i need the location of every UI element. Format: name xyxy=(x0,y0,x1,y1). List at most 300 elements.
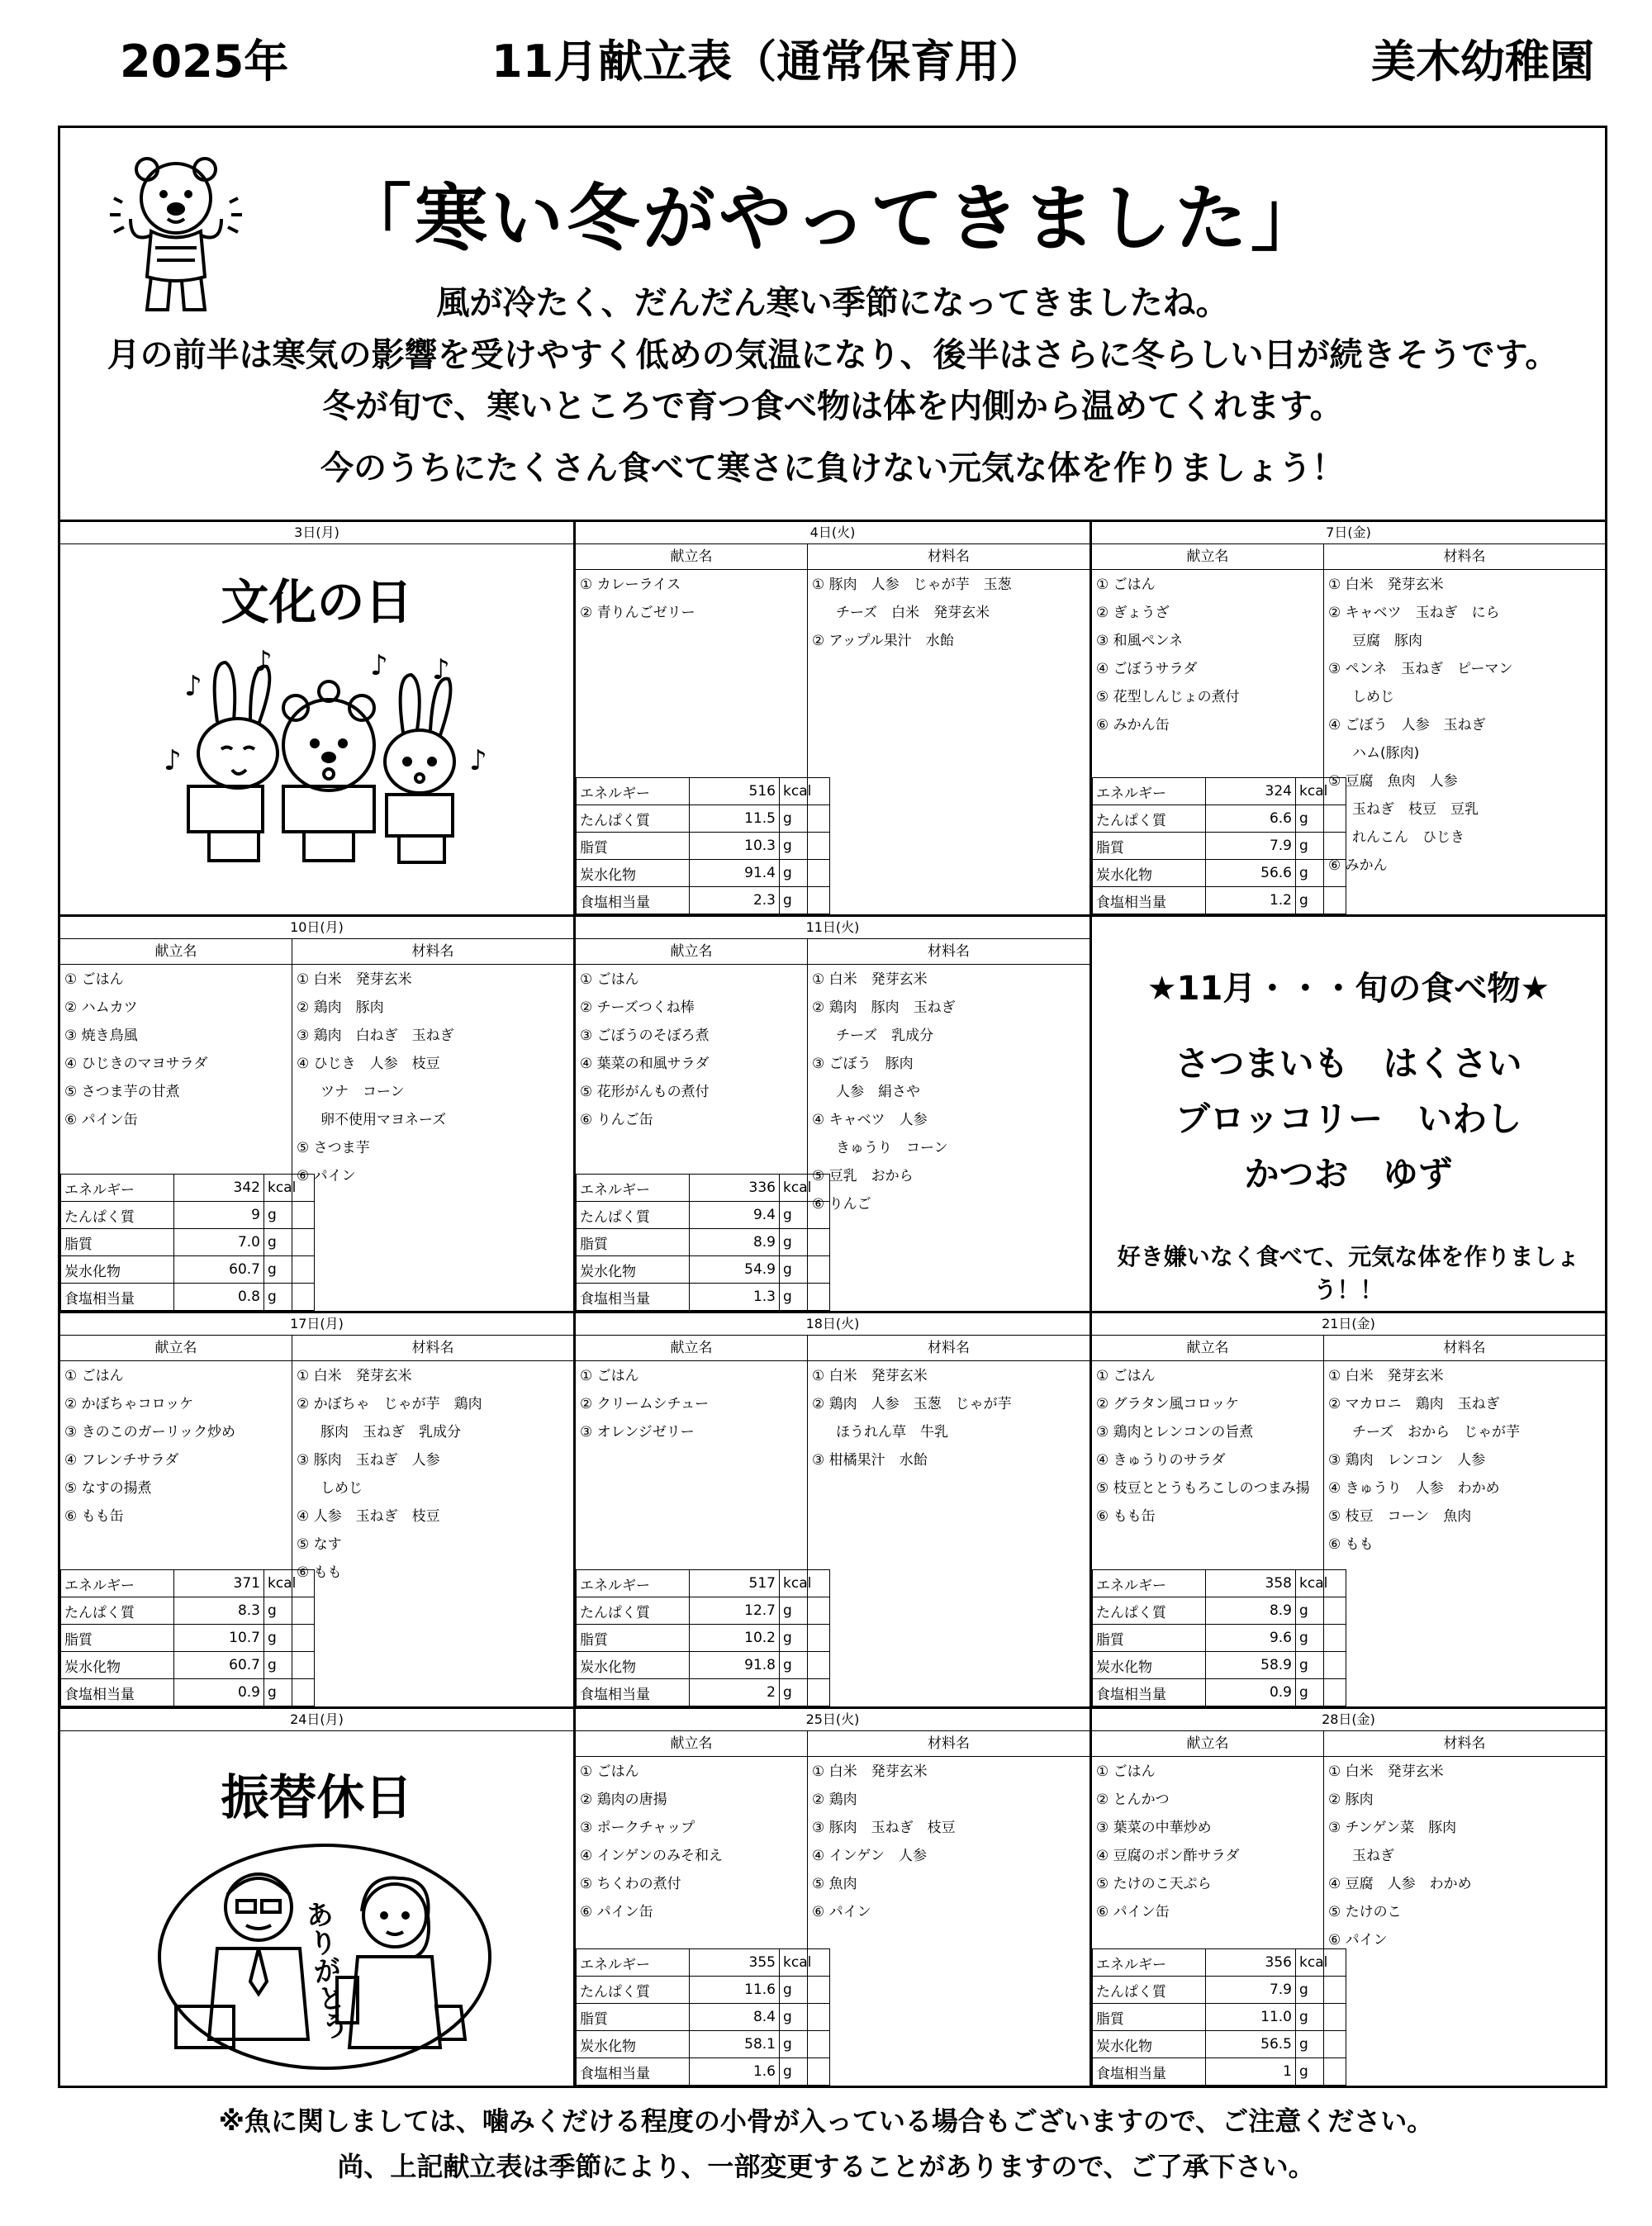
nutrition-unit: g xyxy=(780,1977,830,2004)
svg-text:♪: ♪ xyxy=(254,646,273,678)
nutrition-row xyxy=(61,1652,315,1679)
menu-item: ⑥ もも缶 xyxy=(1096,1508,1156,1525)
nutrition-table xyxy=(60,1569,315,1706)
material-item: 玉ねぎ 枝豆 豆乳 xyxy=(1352,801,1479,818)
nutrition-unit: g xyxy=(1296,1597,1346,1625)
intro-section xyxy=(60,128,1605,520)
nutrition-unit: kcal xyxy=(780,1949,830,1977)
nutrition-table xyxy=(576,1569,830,1706)
nutrition-unit: g xyxy=(780,2004,830,2031)
nutrition-unit: g xyxy=(780,1679,830,1706)
nutrition-value: 355 xyxy=(690,1949,780,1977)
svg-text:♪: ♪ xyxy=(469,744,487,777)
menu-list xyxy=(576,571,807,627)
nutrition-label: 食塩相当量 xyxy=(577,1284,690,1311)
material-item: ⑤ 豆乳 おから xyxy=(812,1168,914,1184)
nutrition-value: 12.7 xyxy=(690,1597,780,1625)
nutrition-value: 0.9 xyxy=(174,1679,264,1706)
nutrition-label: 脂質 xyxy=(1093,833,1206,860)
nutrition-label: 食塩相当量 xyxy=(577,1679,690,1706)
material-item: ① 豚肉 人参 じゃが芋 玉葱 xyxy=(812,577,1012,593)
material-item: ⑤ なす xyxy=(297,1536,342,1553)
material-item: 人参 絹さや xyxy=(836,1084,920,1100)
nutrition-unit: g xyxy=(780,2031,830,2058)
seasonal-message: 好き嫌いなく食べて、元気な体を作りましょう！！ xyxy=(1117,1243,1580,1303)
day-cell xyxy=(576,1313,1089,1706)
nutrition-value: 9.4 xyxy=(690,1202,780,1229)
nutrition-label: たんぱく質 xyxy=(577,1977,690,2004)
nutrition-table xyxy=(576,777,830,914)
nutrition-label: 脂質 xyxy=(577,833,690,860)
nutrition-unit: g xyxy=(780,1256,830,1284)
menu-item: ⑤ なすの揚煮 xyxy=(64,1480,152,1497)
page-title: 11月献立表（通常保育用） xyxy=(491,36,1045,88)
material-item: ⑥ パイン xyxy=(812,1904,871,1920)
materials-column-header: 材料名 xyxy=(808,1731,1089,1757)
nutrition-row xyxy=(61,1570,315,1597)
menu-item: ② ハムカツ xyxy=(64,999,138,1016)
nutrition-label: 食塩相当量 xyxy=(577,2058,690,2086)
nutrition-value: 0.9 xyxy=(1206,1679,1296,1706)
nutrition-unit: kcal xyxy=(1296,1949,1346,1977)
nutrition-unit: g xyxy=(780,1284,830,1311)
nutrition-unit: kcal xyxy=(1296,778,1346,805)
nutrition-value: 91.4 xyxy=(690,860,780,887)
nutrition-label: 食塩相当量 xyxy=(1093,1679,1206,1706)
materials-column-header: 材料名 xyxy=(1324,544,1605,570)
menu-item: ⑥ パイン缶 xyxy=(1096,1904,1170,1920)
nutrition-table xyxy=(576,1948,830,2086)
material-item: チーズ 白米 発芽玄米 xyxy=(836,605,990,621)
nutrition-label: 脂質 xyxy=(577,1625,690,1652)
nutrition-unit: kcal xyxy=(1296,1570,1346,1597)
day-date: 18日(火) xyxy=(576,1313,1089,1336)
menu-item: ① ごはん xyxy=(64,1368,124,1384)
menu-item: ③ 鶏肉とレンコンの旨煮 xyxy=(1096,1424,1254,1440)
nutrition-value: 517 xyxy=(690,1570,780,1597)
material-item: ③ ペンネ 玉ねぎ ピーマン xyxy=(1328,661,1513,677)
material-item: ④ 豆腐 人参 わかめ xyxy=(1328,1876,1472,1892)
menu-item: ① ごはん xyxy=(64,971,124,988)
thank-you-illustration xyxy=(151,1833,498,2081)
nutrition-row xyxy=(61,1625,315,1652)
nutrition-row xyxy=(577,1625,830,1652)
menu-item: ③ きのこのガーリック炒め xyxy=(64,1424,235,1440)
material-item: ⑥ パイン xyxy=(1328,1932,1388,1948)
nutrition-unit: g xyxy=(780,805,830,833)
thank-you-bubble-text: ありがとう xyxy=(298,1898,351,2043)
menu-list xyxy=(1092,1362,1323,1531)
nutrition-unit: g xyxy=(1296,805,1346,833)
material-item: ほうれん草 牛乳 xyxy=(836,1424,948,1440)
day-cell xyxy=(576,917,1089,1311)
intro-title: 「寒い冬がやってきました」 xyxy=(338,176,1327,261)
nutrition-value: 358 xyxy=(1206,1570,1296,1597)
nutrition-unit: g xyxy=(780,2058,830,2086)
menu-item: ③ オレンジゼリー xyxy=(580,1424,695,1440)
nutrition-row xyxy=(577,1175,830,1202)
nutrition-label: エネルギー xyxy=(1093,1949,1206,1977)
seasonal-food-line: ブロッコリー いわし xyxy=(1175,1099,1522,1139)
nutrition-table xyxy=(576,1174,830,1311)
menu-column-header: 献立名 xyxy=(1092,544,1323,570)
nutrition-row xyxy=(1093,1597,1346,1625)
nutrition-row xyxy=(1093,887,1346,914)
nutrition-row xyxy=(1093,805,1346,833)
material-item: 玉ねぎ xyxy=(1352,1848,1394,1864)
material-item: ② 鶏肉 人参 玉葱 じゃが芋 xyxy=(812,1396,1012,1412)
materials-list xyxy=(808,1758,1089,1926)
nutrition-label: エネルギー xyxy=(61,1175,174,1202)
footer-note-2: 尚、上記献立表は季節により、一部変更することがありますので、ご了承下さい。 xyxy=(337,2151,1315,2182)
svg-text:♪: ♪ xyxy=(432,653,450,686)
nutrition-row xyxy=(1093,833,1346,860)
nutrition-value: 11.5 xyxy=(690,805,780,833)
nutrition-value: 10.3 xyxy=(690,833,780,860)
nutrition-row xyxy=(577,1949,830,1977)
material-item: ⑤ 魚肉 xyxy=(812,1876,857,1892)
nutrition-label: 食塩相当量 xyxy=(61,1679,174,1706)
nutrition-value: 516 xyxy=(690,778,780,805)
nutrition-table xyxy=(60,1174,315,1311)
material-item: ③ 豚肉 玉ねぎ 人参 xyxy=(297,1452,440,1469)
footer-note-1: ※魚に関しましては、噛みくだける程度の小骨が入っている場合もございますので、ご注意ください。 xyxy=(218,2105,1434,2137)
nutrition-unit: g xyxy=(264,1284,315,1311)
nutrition-unit: g xyxy=(1296,2031,1346,2058)
nutrition-value: 8.9 xyxy=(690,1229,780,1256)
nutrition-value: 9 xyxy=(174,1202,264,1229)
nutrition-unit: g xyxy=(780,833,830,860)
intro-line-4: 今のうちにたくさん食べて寒さに負けない元気な体を作りましょう！ xyxy=(320,449,1345,487)
menu-column-header: 献立名 xyxy=(60,1336,292,1361)
nutrition-row xyxy=(1093,1570,1346,1597)
day-date: 7日(金) xyxy=(1092,522,1605,544)
menu-item: ③ 和風ペンネ xyxy=(1096,633,1184,649)
nutrition-label: たんぱく質 xyxy=(61,1202,174,1229)
menu-item: ⑤ 花型しんじょの煮付 xyxy=(1096,689,1240,705)
menu-item: ① ごはん xyxy=(580,1763,639,1780)
material-item: ① 白米 発芽玄米 xyxy=(1328,1368,1444,1384)
menu-list xyxy=(60,1362,292,1531)
material-item: 豆腐 豚肉 xyxy=(1352,633,1422,649)
material-item: ⑤ さつま芋 xyxy=(297,1140,370,1156)
nutrition-value: 11.6 xyxy=(690,1977,780,2004)
nutrition-label: たんぱく質 xyxy=(577,805,690,833)
menu-item: ⑤ 枝豆ととうもろこしのつまみ揚 xyxy=(1096,1480,1310,1497)
nutrition-label: 炭水化物 xyxy=(1093,860,1206,887)
material-item: ツナ コーン xyxy=(320,1084,405,1100)
day-date: 24日(月) xyxy=(60,1709,573,1731)
nutrition-label: エネルギー xyxy=(577,778,690,805)
holiday-label: 文化の日 xyxy=(221,574,413,630)
svg-text:♪: ♪ xyxy=(370,649,388,682)
seasonal-foods-box xyxy=(1092,917,1605,1311)
material-item: れんこん ひじき xyxy=(1352,829,1464,846)
nutrition-label: たんぱく質 xyxy=(577,1597,690,1625)
menu-item: ② クリームシチュー xyxy=(580,1396,710,1412)
menu-item: ④ きゅうりのサラダ xyxy=(1096,1452,1226,1469)
menu-item: ④ 葉菜の和風サラダ xyxy=(580,1056,710,1072)
nutrition-row xyxy=(61,1597,315,1625)
menu-item: ④ インゲンのみそ和え xyxy=(580,1848,723,1864)
nutrition-row xyxy=(61,1284,315,1311)
menu-item: ⑥ パイン缶 xyxy=(580,1904,653,1920)
nutrition-unit: g xyxy=(1296,1625,1346,1652)
seasonal-food-line: さつまいも はくさい xyxy=(1175,1043,1522,1084)
menu-list xyxy=(1092,1758,1323,1926)
nutrition-label: 炭水化物 xyxy=(577,2031,690,2058)
nutrition-label: 炭水化物 xyxy=(577,860,690,887)
nutrition-row xyxy=(61,1229,315,1256)
day-cell xyxy=(576,1709,1089,2086)
nutrition-unit: g xyxy=(780,860,830,887)
day-date: 21日(金) xyxy=(1092,1313,1605,1336)
material-item: ④ 人参 玉ねぎ 枝豆 xyxy=(297,1508,440,1525)
nutrition-unit: g xyxy=(264,1625,315,1652)
nutrition-row xyxy=(577,1284,830,1311)
nutrition-unit: g xyxy=(1296,1679,1346,1706)
nutrition-unit: g xyxy=(1296,860,1346,887)
nutrition-row xyxy=(1093,2058,1346,2086)
material-item: ① 白米 発芽玄米 xyxy=(1328,1763,1444,1780)
seasonal-heading: ★11月・・・旬の食べ物★ xyxy=(1146,970,1550,1008)
nutrition-unit: g xyxy=(780,1597,830,1625)
nutrition-value: 8.3 xyxy=(174,1597,264,1625)
menu-item: ② チーズつくね棒 xyxy=(580,999,695,1016)
nutrition-unit: g xyxy=(264,1652,315,1679)
nutrition-unit: g xyxy=(1296,2058,1346,2086)
day-date: 25日(火) xyxy=(576,1709,1089,1731)
material-item: ④ ひじき 人参 枝豆 xyxy=(297,1056,440,1072)
seasonal-food-line: かつお ゆず xyxy=(1244,1154,1453,1194)
menu-list xyxy=(576,1758,807,1926)
nutrition-unit: kcal xyxy=(780,1570,830,1597)
nutrition-value: 60.7 xyxy=(174,1652,264,1679)
nutrition-label: 脂質 xyxy=(1093,1625,1206,1652)
day-cell xyxy=(576,522,1089,914)
nutrition-row xyxy=(61,1256,315,1284)
menu-item: ② グラタン風コロッケ xyxy=(1096,1396,1240,1412)
svg-text:♪: ♪ xyxy=(164,744,182,777)
material-item: ④ ごぼう 人参 玉ねぎ xyxy=(1328,717,1486,733)
nutrition-row xyxy=(577,1597,830,1625)
day-date: 10日(月) xyxy=(60,917,573,939)
day-cell xyxy=(60,1313,573,1706)
day-cell-special xyxy=(60,522,573,914)
menu-item: ② とんかつ xyxy=(1096,1792,1170,1808)
menu-item: ② 鶏肉の唐揚 xyxy=(580,1792,667,1808)
menu-column-header: 献立名 xyxy=(1092,1336,1323,1361)
nutrition-unit: g xyxy=(1296,1977,1346,2004)
nutrition-label: エネルギー xyxy=(1093,778,1206,805)
menu-item: ① ごはん xyxy=(580,971,639,988)
nutrition-label: たんぱく質 xyxy=(577,1202,690,1229)
nutrition-label: エネルギー xyxy=(1093,1570,1206,1597)
nutrition-label: 食塩相当量 xyxy=(1093,887,1206,914)
material-item: きゅうり コーン xyxy=(836,1140,948,1156)
day-cell xyxy=(1092,522,1605,914)
nutrition-value: 56.6 xyxy=(1206,860,1296,887)
nutrition-row xyxy=(577,1679,830,1706)
menu-item: ① カレーライス xyxy=(580,577,681,593)
nutrition-label: たんぱく質 xyxy=(1093,1977,1206,2004)
materials-column-header: 材料名 xyxy=(1324,1731,1605,1757)
menu-item: ① ごはん xyxy=(1096,1763,1156,1780)
nutrition-label: 脂質 xyxy=(61,1229,174,1256)
menu-column-header: 献立名 xyxy=(576,1731,807,1757)
day-date: 4日(火) xyxy=(576,522,1089,544)
nutrition-unit: kcal xyxy=(264,1570,315,1597)
material-item: ② キャベツ 玉ねぎ にら xyxy=(1328,605,1500,621)
materials-list xyxy=(1324,1362,1605,1559)
nutrition-row xyxy=(577,1256,830,1284)
nutrition-value: 2 xyxy=(690,1679,780,1706)
nutrition-label: 炭水化物 xyxy=(61,1652,174,1679)
material-item: ⑥ もも xyxy=(297,1564,342,1581)
nutrition-value: 7.9 xyxy=(1206,833,1296,860)
nutrition-unit: g xyxy=(780,1652,830,1679)
materials-column-header: 材料名 xyxy=(808,544,1089,570)
day-date: 28日(金) xyxy=(1092,1709,1605,1731)
material-item: ⑥ パイン xyxy=(297,1168,356,1184)
nutrition-label: 食塩相当量 xyxy=(1093,2058,1206,2086)
nutrition-unit: kcal xyxy=(780,778,830,805)
nutrition-unit: g xyxy=(1296,2004,1346,2031)
day-cell-special xyxy=(60,1709,573,2086)
nutrition-row xyxy=(1093,1652,1346,1679)
material-item: ④ キャベツ 人参 xyxy=(812,1112,928,1128)
menu-item: ⑥ りんご缶 xyxy=(580,1112,653,1128)
nutrition-unit: g xyxy=(1296,833,1346,860)
menu-item: ③ ごぼうのそぼろ煮 xyxy=(580,1028,710,1044)
nutrition-label: 食塩相当量 xyxy=(577,887,690,914)
nutrition-row xyxy=(577,805,830,833)
menu-item: ② 青りんごゼリー xyxy=(580,605,695,621)
material-item: ⑥ みかん xyxy=(1328,857,1388,874)
header-year: 2025年 xyxy=(120,36,289,88)
material-item: ③ チンゲン菜 豚肉 xyxy=(1328,1820,1457,1836)
nutrition-label: たんぱく質 xyxy=(1093,1597,1206,1625)
nutrition-unit: g xyxy=(780,1625,830,1652)
material-item: チーズ おから じゃが芋 xyxy=(1352,1424,1521,1440)
nutrition-row xyxy=(1093,1949,1346,1977)
nutrition-row xyxy=(577,860,830,887)
materials-list xyxy=(1324,571,1605,880)
menu-item: ② ぎょうざ xyxy=(1096,605,1170,621)
nutrition-row xyxy=(577,2004,830,2031)
nutrition-row xyxy=(577,1229,830,1256)
svg-text:♪: ♪ xyxy=(184,670,202,703)
nutrition-label: エネルギー xyxy=(61,1570,174,1597)
nutrition-label: エネルギー xyxy=(577,1175,690,1202)
menu-item: ① ごはん xyxy=(580,1368,639,1384)
nutrition-label: エネルギー xyxy=(577,1949,690,1977)
menu-item: ② かぼちゃコロッケ xyxy=(64,1396,194,1412)
nutrition-unit: g xyxy=(264,1597,315,1625)
material-item: ① 白米 発芽玄米 xyxy=(812,971,928,988)
nutrition-value: 324 xyxy=(1206,778,1296,805)
nutrition-value: 342 xyxy=(174,1175,264,1202)
menu-list xyxy=(576,966,807,1134)
material-item: ③ 豚肉 玉ねぎ 枝豆 xyxy=(812,1820,956,1836)
material-item: ② かぼちゃ じゃが芋 鶏肉 xyxy=(297,1396,482,1412)
nutrition-value: 56.5 xyxy=(1206,2031,1296,2058)
menu-item: ③ ポークチャップ xyxy=(580,1820,695,1836)
materials-list xyxy=(808,571,1089,655)
nutrition-table xyxy=(1092,777,1346,914)
nutrition-label: 炭水化物 xyxy=(577,1652,690,1679)
nutrition-value: 58.9 xyxy=(1206,1652,1296,1679)
material-item: ② 鶏肉 豚肉 玉ねぎ xyxy=(812,999,956,1016)
menu-item: ⑥ パイン缶 xyxy=(64,1112,138,1128)
materials-column-header: 材料名 xyxy=(292,939,573,965)
nutrition-value: 91.8 xyxy=(690,1652,780,1679)
materials-column-header: 材料名 xyxy=(1324,1336,1605,1361)
nutrition-row xyxy=(1093,1625,1346,1652)
day-date: 11日(火) xyxy=(576,917,1089,939)
material-item: ⑤ たけのこ xyxy=(1328,1904,1402,1920)
materials-column-header: 材料名 xyxy=(808,1336,1089,1361)
material-item: 豚肉 玉ねぎ 乳成分 xyxy=(320,1424,461,1440)
intro-line-1: 風が冷たく、だんだん寒い季節になってきましたね。 xyxy=(436,284,1229,322)
menu-item: ④ ごぼうサラダ xyxy=(1096,661,1198,677)
nutrition-row xyxy=(61,1202,315,1229)
nutrition-label: エネルギー xyxy=(577,1570,690,1597)
material-item: ② 鶏肉 xyxy=(812,1792,857,1808)
nutrition-value: 1.2 xyxy=(1206,887,1296,914)
nutrition-value: 8.4 xyxy=(690,2004,780,2031)
nutrition-row xyxy=(1093,2031,1346,2058)
nutrition-row xyxy=(577,833,830,860)
materials-column-header: 材料名 xyxy=(292,1336,573,1361)
nutrition-unit: g xyxy=(264,1202,315,1229)
material-item: ① 白米 発芽玄米 xyxy=(812,1368,928,1384)
nutrition-row xyxy=(61,1175,315,1202)
nutrition-value: 1.6 xyxy=(690,2058,780,2086)
material-item: しめじ xyxy=(320,1480,363,1497)
material-item: ② 豚肉 xyxy=(1328,1792,1374,1808)
menu-item: ③ 焼き鳥風 xyxy=(64,1028,138,1044)
menu-item: ① ごはん xyxy=(1096,577,1156,593)
day-cell xyxy=(1092,1709,1605,2086)
menu-column-header: 献立名 xyxy=(576,1336,807,1361)
nutrition-label: 炭水化物 xyxy=(1093,1652,1206,1679)
menu-item: ③ 葉菜の中華炒め xyxy=(1096,1820,1212,1836)
nutrition-row xyxy=(577,1202,830,1229)
nutrition-value: 58.1 xyxy=(690,2031,780,2058)
material-item: ⑥ りんご xyxy=(812,1196,871,1213)
material-item: ② 鶏肉 豚肉 xyxy=(297,999,384,1016)
nutrition-row xyxy=(577,778,830,805)
nutrition-row xyxy=(577,2031,830,2058)
materials-list xyxy=(808,1362,1089,1474)
nutrition-label: たんぱく質 xyxy=(61,1597,174,1625)
nutrition-value: 11.0 xyxy=(1206,2004,1296,2031)
nutrition-row xyxy=(577,1977,830,2004)
nutrition-unit: g xyxy=(1296,1652,1346,1679)
menu-list xyxy=(576,1362,807,1446)
intro-line-2: 月の前半は寒気の影響を受けやすく低めの気温になり、後半はさらに冬らしい日が続きそうです。 xyxy=(107,336,1559,374)
menu-column-header: 献立名 xyxy=(576,544,807,570)
menu-item: ① ごはん xyxy=(1096,1368,1156,1384)
material-item: ④ きゅうり 人参 わかめ xyxy=(1328,1480,1500,1497)
nutrition-label: 食塩相当量 xyxy=(61,1284,174,1311)
nutrition-row xyxy=(1093,778,1346,805)
material-item: ① 白米 発芽玄米 xyxy=(812,1763,928,1780)
menu-item: ⑤ たけのこ天ぷら xyxy=(1096,1876,1212,1892)
menu-item: ⑥ みかん缶 xyxy=(1096,717,1170,733)
nutrition-unit: g xyxy=(264,1679,315,1706)
